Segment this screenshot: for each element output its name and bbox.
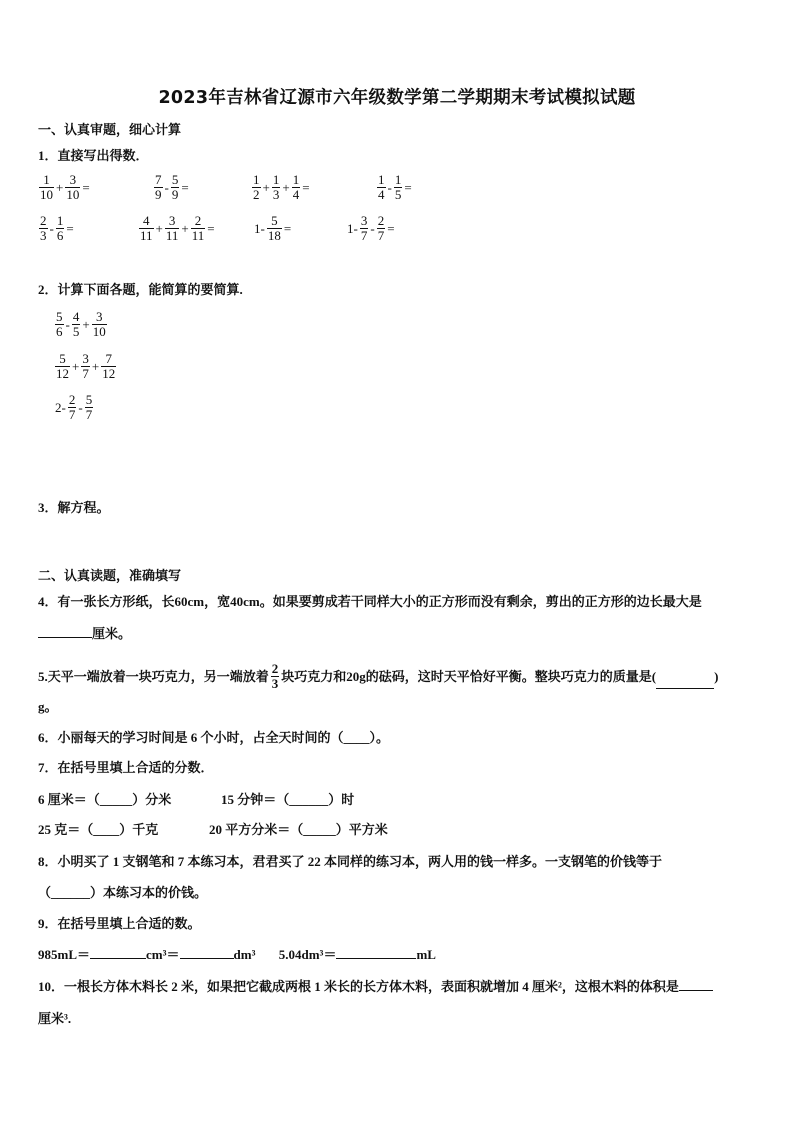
operator: = <box>181 180 189 195</box>
fraction <box>165 214 180 243</box>
question-2: 2．计算下面各题，能简算的要简算. <box>38 282 243 297</box>
question-4: 4．有一张长方形纸，长60cm，宽40cm。如果要剪成若干同样大小的正方形而没有剩余，剪出的正方形的边长最大是 <box>38 594 702 609</box>
operator: = <box>66 221 74 236</box>
question-8: 8．小明买了 1 支钢笔和 7 本练习本，君君买了 22 本同样的练习本，两人用的钱一样多。一支钢笔的价钱等于 <box>38 854 663 869</box>
denominator: 6 <box>56 324 63 339</box>
question-7-c: 25 克＝（____）千克 <box>38 822 159 837</box>
expression <box>253 214 292 243</box>
denominator: 11 <box>191 228 205 243</box>
denominator: 3 <box>272 187 280 202</box>
question-10: 10．一根长方体木料长 2 米，如果把它截成两根 1 米长的长方体木料，表面积就增加 4 厘米²，这根木料的体积是 <box>38 980 713 993</box>
operator: - <box>164 180 169 195</box>
numerator: 4 <box>143 213 150 228</box>
fraction <box>394 173 403 202</box>
answer-blank[interactable] <box>90 957 146 959</box>
numerator: 5 <box>59 351 66 366</box>
question-4-line-2: 厘米。 <box>38 627 131 640</box>
question-3: 3．解方程。 <box>38 500 110 515</box>
operator: + <box>72 359 80 374</box>
fraction <box>272 173 281 202</box>
operator: = <box>82 180 90 195</box>
numerator: 1 <box>272 172 280 187</box>
fraction <box>377 173 386 202</box>
expression <box>251 173 311 202</box>
operator: = <box>283 221 292 236</box>
numerator: 3 <box>82 351 89 366</box>
fraction <box>39 173 54 202</box>
fraction <box>55 352 70 381</box>
operator: + <box>56 180 64 195</box>
operator: + <box>282 180 290 195</box>
operator: = <box>207 221 215 236</box>
fraction <box>65 173 80 202</box>
denominator: 10 <box>92 324 106 339</box>
numerator: 1 <box>56 213 64 228</box>
expression <box>38 214 75 243</box>
fraction <box>154 173 163 202</box>
operator: = <box>302 180 310 195</box>
question-8-line-2: （______）本练习本的价钱。 <box>38 885 208 900</box>
denominator: 7 <box>377 228 385 243</box>
expression <box>54 310 108 339</box>
operator: + <box>181 221 189 236</box>
expression <box>54 393 94 422</box>
fraction <box>56 214 65 243</box>
numerator: 1 <box>43 172 50 187</box>
fraction <box>92 310 107 339</box>
denominator: 5 <box>394 187 402 202</box>
fraction <box>171 173 180 202</box>
question-7-a: 6 厘米＝（_____）分米 <box>38 792 172 807</box>
numerator: 3 <box>69 172 77 187</box>
question-9: 9．在括号里填上合适的数。 <box>38 916 201 931</box>
denominator: 9 <box>155 187 162 202</box>
fraction <box>72 310 81 339</box>
operator: + <box>82 317 90 332</box>
question-5-line-2: g。 <box>38 699 58 714</box>
answer-blank[interactable] <box>679 989 713 991</box>
numerator: 2 <box>40 213 47 228</box>
operator: + <box>262 180 270 195</box>
question-7-b: 15 分钟＝（______）时 <box>221 792 355 807</box>
question-10-line-2: 厘米³. <box>38 1011 72 1026</box>
denominator: 11 <box>140 228 153 243</box>
expression <box>346 214 396 243</box>
numerator: 5 <box>171 172 179 187</box>
numerator: 2 <box>194 213 202 228</box>
expression <box>38 173 91 202</box>
operator: - <box>387 180 392 195</box>
fraction <box>292 173 301 202</box>
numerator: 2 <box>68 392 76 407</box>
numerator: 1 <box>292 172 300 187</box>
fraction <box>81 352 90 381</box>
question-7-d: 20 平方分米＝（_____）平方米 <box>209 822 388 837</box>
operator: - <box>65 317 70 332</box>
operator: - <box>78 400 83 415</box>
operator: 1- <box>347 221 358 236</box>
denominator: 18 <box>267 228 281 243</box>
expression <box>153 173 190 202</box>
expression <box>138 214 216 243</box>
numerator: 3 <box>360 213 368 228</box>
numerator: 7 <box>155 172 162 187</box>
denominator: 2 <box>253 187 260 202</box>
operator: - <box>49 221 54 236</box>
numerator: 1 <box>378 172 385 187</box>
operator: = <box>387 221 395 236</box>
section-1-heading: 一、认真审题，细心计算 <box>38 122 182 137</box>
fraction <box>360 214 369 243</box>
expression <box>54 352 117 381</box>
answer-blank[interactable] <box>656 687 714 689</box>
numerator: 5 <box>56 309 63 324</box>
question-1: 1．直接写出得数． <box>38 148 149 163</box>
numerator: 4 <box>72 309 80 324</box>
denominator: 6 <box>56 228 64 243</box>
question-6: 6．小丽每天的学习时间是 6 个小时，占全天时间的（____）。 <box>38 730 390 745</box>
denominator: 9 <box>171 187 179 202</box>
denominator: 7 <box>360 228 368 243</box>
numerator: 5 <box>85 392 93 407</box>
fraction <box>267 214 282 243</box>
denominator: 12 <box>102 366 116 381</box>
denominator: 7 <box>85 407 93 422</box>
fraction <box>68 393 77 422</box>
denominator: 11 <box>165 228 179 243</box>
operator: 1- <box>254 221 265 236</box>
numerator: 7 <box>105 351 112 366</box>
denominator: 4 <box>292 187 300 202</box>
fraction <box>85 393 94 422</box>
denominator: 3 <box>40 228 47 243</box>
fraction <box>191 214 206 243</box>
numerator: 5 <box>271 213 278 228</box>
denominator: 10 <box>40 187 53 202</box>
operator: - <box>370 221 375 236</box>
fraction <box>55 310 64 339</box>
fraction <box>139 214 154 243</box>
numerator: 1 <box>394 172 402 187</box>
answer-blank[interactable] <box>180 957 234 959</box>
denominator: 5 <box>72 324 80 339</box>
operator: + <box>155 221 163 236</box>
denominator: 4 <box>378 187 385 202</box>
numerator: 3 <box>168 213 176 228</box>
section-2-heading: 二、认真读题，准确填写 <box>38 568 182 583</box>
fraction <box>39 214 48 243</box>
answer-blank[interactable] <box>38 636 92 638</box>
operator: 2- <box>55 400 66 415</box>
fraction: 2 3 <box>271 661 279 691</box>
question-9-line: 985mL＝ cm³＝ dm³ 5.04dm³＝ mL <box>38 947 436 962</box>
answer-blank[interactable] <box>336 957 416 959</box>
numerator: 2 <box>377 213 385 228</box>
question-7: 7．在括号里填上合适的分数． <box>38 760 214 775</box>
fraction <box>101 352 116 381</box>
fraction <box>377 214 386 243</box>
numerator: 3 <box>95 309 103 324</box>
denominator: 7 <box>68 407 76 422</box>
fraction <box>252 173 261 202</box>
denominator: 7 <box>82 366 89 381</box>
operator: + <box>91 359 100 374</box>
denominator: 10 <box>66 187 80 202</box>
denominator: 12 <box>56 366 69 381</box>
question-5: 5.天平一端放着一块巧克力，另一端放着 2 3 块巧克力和20g的砝码，这时天平恰好平衡。整块巧克力的质量是( ) <box>38 661 719 691</box>
page-title: 2023年吉林省辽源市六年级数学第二学期期末考试模拟试题 <box>158 88 636 108</box>
numerator: 1 <box>253 172 260 187</box>
operator: = <box>404 180 412 195</box>
expression <box>376 173 413 202</box>
